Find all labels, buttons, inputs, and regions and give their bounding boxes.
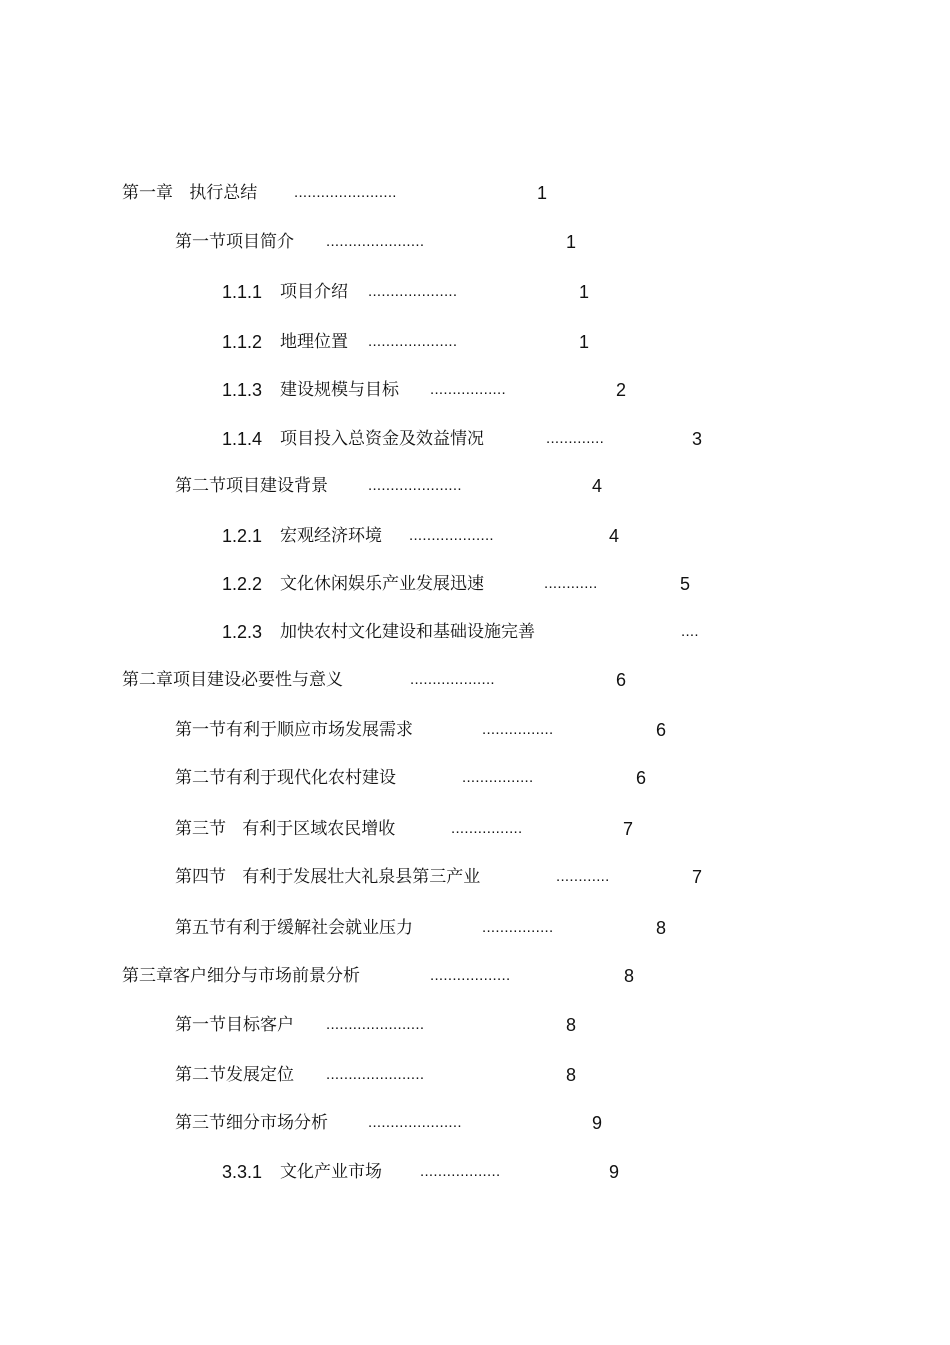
toc-entry-subsection[interactable] [222, 377, 642, 403]
toc-dots: ................ [462, 769, 534, 786]
toc-dots: ............ [544, 575, 598, 592]
toc-title: 建设规模与目标 [280, 380, 399, 400]
toc-entry-section[interactable] [175, 864, 720, 890]
toc-dots: ...................... [326, 233, 425, 250]
toc-page-number: 8 [566, 1065, 577, 1085]
toc-entry-subsection[interactable] [222, 426, 722, 452]
toc-title: 第三章客户细分与市场前景分析 [122, 966, 360, 986]
toc-title: 第二节发展定位 [175, 1065, 294, 1085]
toc-page-number: 6 [656, 720, 667, 740]
toc-page-number: 7 [623, 819, 634, 839]
toc-number: 1.1.2 [222, 332, 263, 352]
toc-page-number: 9 [592, 1113, 603, 1133]
toc-dots: ................ [482, 721, 554, 738]
toc-page-number: 2 [616, 380, 627, 400]
toc-number: 1.1.1 [222, 282, 263, 302]
toc-entry-subsection[interactable] [222, 619, 722, 645]
toc-dots: ...................... [326, 1016, 425, 1033]
toc-dots: ...................... [326, 1066, 425, 1083]
toc-title: 项目投入总资金及效益情况 [280, 429, 484, 449]
toc-entry-section[interactable] [175, 1012, 595, 1038]
toc-title: 第三节 有利于区域农民增收 [175, 819, 396, 839]
toc-entry-chapter-3[interactable] [122, 963, 652, 989]
toc-number: 3.3.1 [222, 1162, 263, 1182]
toc-dots: .... [681, 623, 699, 640]
toc-title: 第一节项目简介 [175, 232, 294, 252]
toc-entry-subsection[interactable] [222, 329, 602, 355]
toc-page-number: 1 [579, 332, 590, 352]
toc-title: 项目介绍 [280, 282, 348, 302]
toc-dots: .................... [368, 283, 458, 300]
toc-entry-chapter-2[interactable] [122, 667, 642, 693]
toc-page-number: 1 [537, 183, 548, 203]
toc-page-number: 1 [566, 232, 577, 252]
toc-title: 第五节有利于缓解社会就业压力 [175, 918, 413, 938]
toc-entry-section[interactable] [175, 1110, 625, 1136]
toc-title: 第四节 有利于发展壮大礼泉县第三产业 [175, 867, 481, 887]
toc-entry-section[interactable] [175, 765, 665, 791]
toc-number: 1.2.2 [222, 574, 263, 594]
toc-title: 第一节有利于顺应市场发展需求 [175, 720, 413, 740]
toc-entry-subsection[interactable] [222, 571, 722, 597]
toc-page-number: 6 [636, 768, 647, 788]
toc-entry-section[interactable] [175, 915, 675, 941]
toc-title: 第二章项目建设必要性与意义 [122, 670, 343, 690]
toc-dots: ............ [556, 868, 610, 885]
toc-entry-section[interactable] [175, 816, 655, 842]
toc-entry-section[interactable] [175, 1062, 595, 1088]
toc-page-number: 4 [609, 526, 620, 546]
toc-number: 1.2.1 [222, 526, 263, 546]
toc-dots: ................... [410, 671, 495, 688]
toc-title: 文化休闲娱乐产业发展迅速 [280, 574, 484, 594]
toc-page-number: 8 [566, 1015, 577, 1035]
toc-dots: ................ [451, 820, 523, 837]
toc-page-number: 8 [656, 918, 667, 938]
toc-title: 加快农村文化建设和基础设施完善 [280, 622, 535, 642]
toc-dots: ................... [409, 527, 494, 544]
toc-page-number: 4 [592, 476, 603, 496]
toc-page-number: 8 [624, 966, 635, 986]
toc-dots: .................. [430, 967, 511, 984]
toc-dots: ................ [482, 919, 554, 936]
toc-title: 文化产业市场 [280, 1162, 382, 1182]
toc-entry-chapter-1[interactable] [122, 180, 562, 206]
toc-title: 第一节目标客户 [175, 1015, 294, 1035]
toc-number: 1.1.3 [222, 380, 263, 400]
toc-entry-section[interactable] [175, 473, 625, 499]
toc-title: 第二节有利于现代化农村建设 [175, 768, 396, 788]
toc-dots: .................. [420, 1163, 501, 1180]
toc-entry-subsection[interactable] [222, 523, 642, 549]
toc-entry-subsection[interactable] [222, 279, 602, 305]
toc-dots: ................. [430, 381, 506, 398]
toc-page-number: 9 [609, 1162, 620, 1182]
toc-entry-subsection[interactable] [222, 1159, 642, 1185]
toc-page-number: 3 [692, 429, 703, 449]
toc-dots: ....................... [294, 184, 397, 201]
toc-page-number: 6 [616, 670, 627, 690]
toc-title: 第三节细分市场分析 [175, 1113, 328, 1133]
toc-number: 1.2.3 [222, 622, 263, 642]
toc-dots: ............. [546, 430, 605, 447]
toc-title: 宏观经济环境 [280, 526, 382, 546]
toc-entry-section[interactable] [175, 229, 585, 255]
toc-page-number: 1 [579, 282, 590, 302]
toc-title: 第一章 执行总结 [122, 183, 258, 203]
toc-title: 地理位置 [280, 332, 348, 352]
toc-page-number: 5 [680, 574, 691, 594]
toc-title: 第二节项目建设背景 [175, 476, 328, 496]
toc-entry-section[interactable] [175, 717, 675, 743]
toc-dots: .................... [368, 333, 458, 350]
toc-page-number: 7 [692, 867, 703, 887]
toc-dots: ..................... [368, 477, 462, 494]
toc-dots: ..................... [368, 1114, 462, 1131]
toc-number: 1.1.4 [222, 429, 263, 449]
